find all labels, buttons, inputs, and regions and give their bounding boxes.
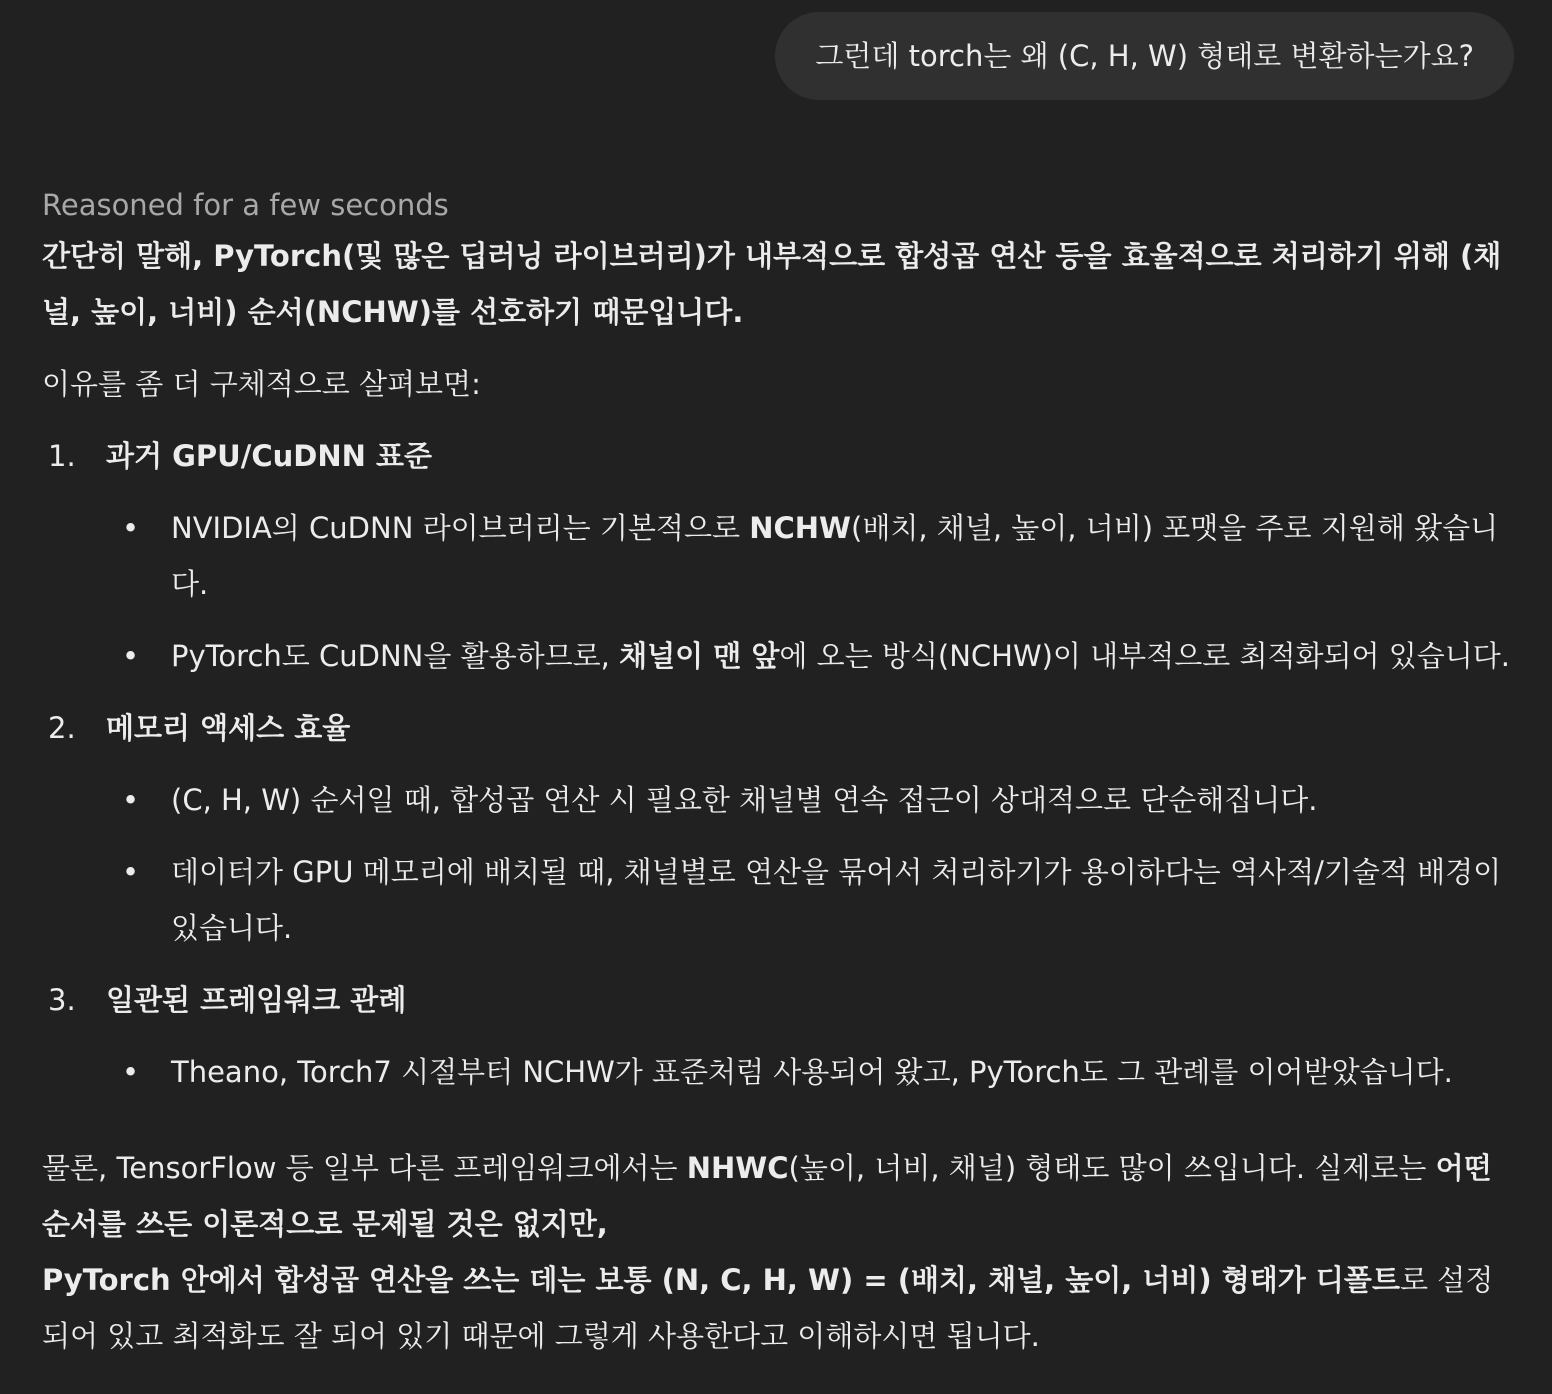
user-message-bubble: 그런데 torch는 왜 (C, H, W) 형태로 변환하는가요? — [775, 12, 1514, 100]
bullet-dot: • — [122, 511, 140, 545]
section-number: 2. — [48, 711, 76, 745]
bullet-text: 데이터가 GPU 메모리에 배치될 때, 채널별로 연산을 묶어서 처리하기가 용이하다는 역사적/기술적 배경이 있습니다. — [171, 855, 1502, 945]
section-framework-convention — [42, 972, 1512, 1100]
bullet-dot: • — [122, 1055, 140, 1089]
bullet-dot: • — [122, 855, 140, 889]
list-item — [42, 772, 1512, 828]
emphasis: 채널이 맨 앞 — [619, 639, 780, 673]
section-number: 1. — [48, 439, 76, 473]
emphasis: NHWC — [686, 1151, 789, 1185]
section-heading — [42, 700, 1512, 756]
section-heading — [42, 972, 1512, 1028]
bullet-list — [42, 1044, 1512, 1100]
list-item — [42, 1044, 1512, 1100]
section-title: 일관된 프레임워크 관례 — [106, 983, 407, 1017]
list-item — [42, 500, 1512, 612]
list-item — [42, 844, 1512, 956]
reasoning-toggle[interactable]: Reasoned for a few seconds — [42, 188, 449, 222]
bullet-text: NVIDIA의 CuDNN 라이브러리는 기본적으로 NCHW(배치, 채널, 높이, 너비) 포맷을 주로 지원해 왔습니다. — [171, 511, 1499, 601]
lead-summary: 간단히 말해, PyTorch(및 많은 딥러닝 라이브러리)가 내부적으로 합성곱 연산 등을 효율적으로 처리하기 위해 (채널, 높이, 너비) 순서(NCHW)를 선호하기 때문입니다. — [42, 239, 1502, 329]
bullet-list — [42, 500, 1512, 684]
bullet-dot: • — [122, 639, 140, 673]
list-item — [42, 628, 1512, 684]
closing-paragraph: 물론, TensorFlow 등 일부 다른 프레임워크에서는 NHWC(높이, 너비, 채널) 형태도 많이 쓰입니다. 실제로는 어떤 순서를 쓰든 이론적으로 문제될 것은 없지만, PyTorch 안에서 합성곱 연산을 쓰는 데는 보통 (N, C, H, W) = (배치, 채널, 높이, 너비) 형태가 디폴트로 설정되어 있고 최적화도 잘 되어 있기 때문에 그렇게 사용한다고 이해하시면 됩니다. — [42, 1151, 1494, 1353]
bullet-dot: • — [122, 783, 140, 817]
bullet-text: Theano, Torch7 시절부터 NCHW가 표준처럼 사용되어 왔고, PyTorch도 그 관례를 이어받았습니다. — [171, 1055, 1453, 1089]
section-gpu-cudnn — [42, 428, 1512, 684]
bullet-list — [42, 772, 1512, 956]
section-memory-access — [42, 700, 1512, 956]
section-title: 메모리 액세스 효율 — [106, 711, 351, 745]
emphasis: NCHW — [749, 511, 852, 545]
section-heading — [42, 428, 1512, 484]
section-number: 3. — [48, 983, 76, 1017]
section-title: 과거 GPU/CuDNN 표준 — [106, 439, 432, 473]
intro-text: 이유를 좀 더 구체적으로 살펴보면: — [42, 367, 481, 401]
assistant-response — [42, 183, 1512, 1364]
bullet-text: (C, H, W) 순서일 때, 합성곱 연산 시 필요한 채널별 연속 접근이 상대적으로 단순해집니다. — [171, 783, 1318, 817]
bullet-text: PyTorch도 CuDNN을 활용하므로, 채널이 맨 앞에 오는 방식(NCHW)이 내부적으로 최적화되어 있습니다. — [171, 639, 1511, 673]
emphasis: 어떤 순서를 쓰든 이론적으로 문제될 것은 없지만, — [42, 1151, 1492, 1241]
emphasis: PyTorch 안에서 합성곱 연산을 쓰는 데는 보통 (N, C, H, W) = (배치, 채널, 높이, 너비) 형태가 디폴트 — [42, 1263, 1400, 1297]
